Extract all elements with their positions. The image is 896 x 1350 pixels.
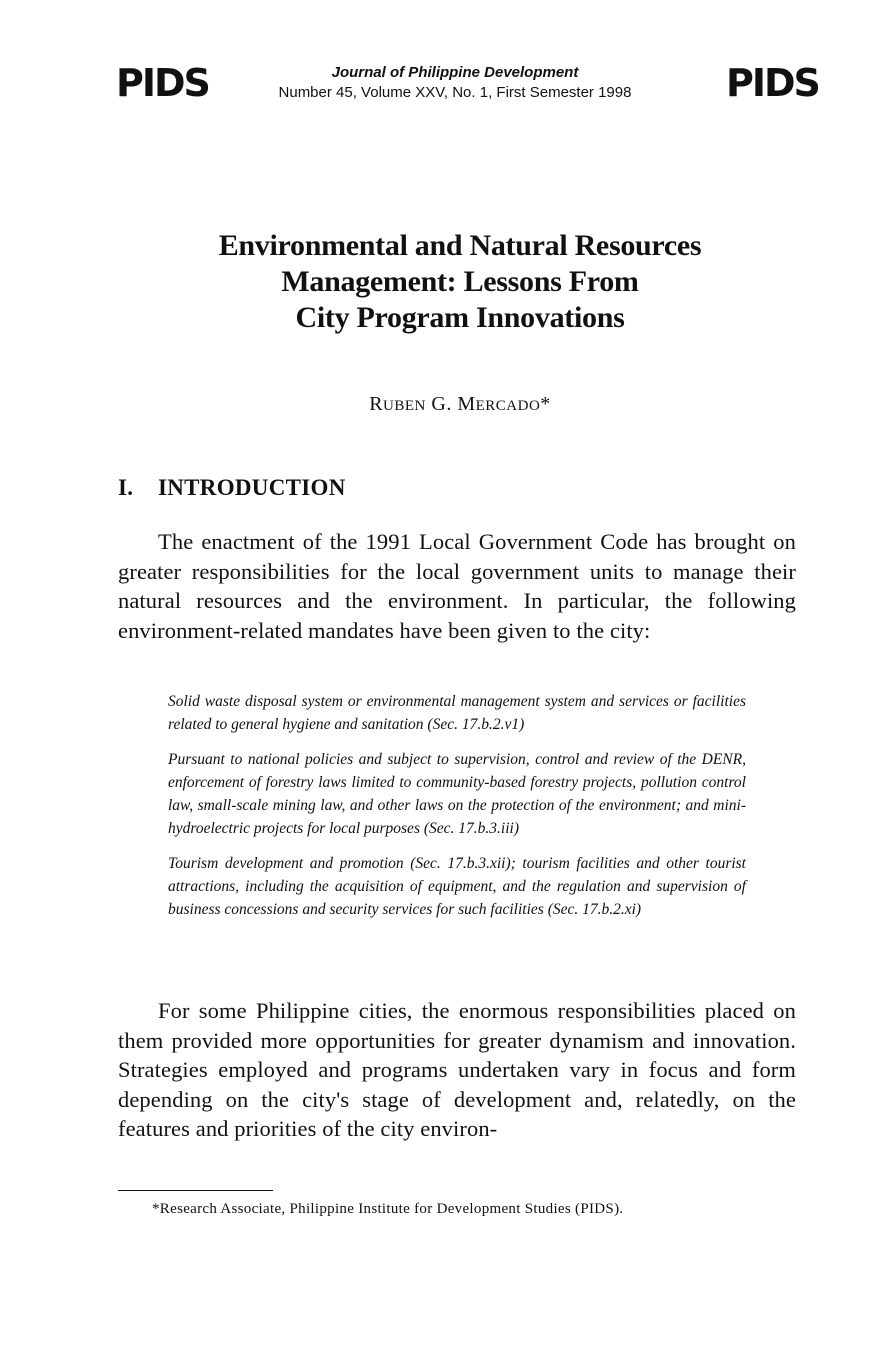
footnote-divider xyxy=(118,1190,273,1191)
article-title xyxy=(120,228,800,336)
section-heading xyxy=(118,475,346,501)
mandate-item: Pursuant to national policies and subject to supervision, control and review of the DENR, enforcement of forestry laws limited to community-based forestry projects, pollution control law, small-scale mining law, and other laws on the protection of the environment; and mini-hydroelectric projects for local purposes (Sec. 17.b.3.iii) xyxy=(168,751,746,837)
footnote: *Research Associate, Philippine Institute for Development Studies (PIDS). xyxy=(152,1201,624,1217)
mandate-item: Tourism development and promotion (Sec. 17.b.3.xii); tourism facilities and other tourist attractions, including the acquisition of equipment, and the regulation and supervision of business concessions and security services for such facilities (Sec. 17.b.2.xi) xyxy=(168,855,746,918)
title-line: Environmental and Natural Resources xyxy=(218,229,702,262)
author-last-rest: ERCADO xyxy=(475,398,541,414)
author-footnote-marker: * xyxy=(540,393,551,415)
journal-name: Journal of Philippine Development xyxy=(331,64,579,81)
author-first-initial: R xyxy=(369,393,384,415)
section-title: INTRODUCTION xyxy=(158,475,346,500)
author-last-initial: M xyxy=(457,393,476,415)
mandates-list xyxy=(168,690,746,933)
pids-logo-text: PIDS xyxy=(116,61,209,105)
body-paragraph: For some Philippine cities, the enormous responsibilities placed on them provided more opportunities for greater dynamism and innovation. Strategies employed and programs undertaken vary in focus and form depending on the city's stage of development and, relatedly, on the features and priorities of the city environ- xyxy=(118,998,796,1141)
pids-logo-right xyxy=(726,58,819,105)
title-line: City Program Innovations xyxy=(295,301,625,334)
journal-header xyxy=(200,63,710,103)
title-line: Management: Lessons From xyxy=(281,265,639,298)
section-number: I. xyxy=(118,475,134,500)
pids-logo-text: PIDS xyxy=(726,61,819,105)
pids-logo-left xyxy=(116,58,209,105)
author-middle: G. xyxy=(431,393,452,415)
author-first-rest: UBEN xyxy=(383,398,426,414)
author-name xyxy=(120,393,800,416)
body-paragraph: The enactment of the 1991 Local Government Code has brought on greater responsibilities for the local government units to manage their natural resources and the environment. In particular, the following environment-related mandates have been given to the city: xyxy=(118,529,796,643)
mandate-item: Solid waste disposal system or environmental management system and services or facilities related to general hygiene and sanitation (Sec. 17.b.2.v1) xyxy=(168,693,746,733)
journal-issue: Number 45, Volume XXV, No. 1, First Semester 1998 xyxy=(278,84,632,101)
